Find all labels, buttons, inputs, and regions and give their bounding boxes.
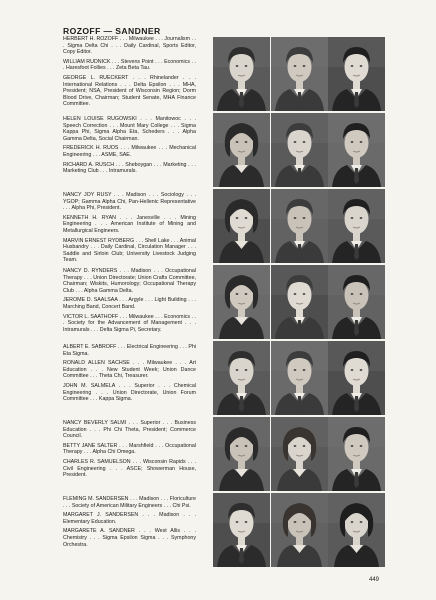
student-portrait-image	[328, 265, 385, 339]
photo-row	[213, 265, 385, 339]
student-entry	[63, 297, 196, 310]
student-entry	[63, 528, 196, 548]
student-portrait-image	[271, 493, 328, 567]
student-portrait-image	[328, 113, 385, 187]
student-portrait-image	[213, 265, 270, 339]
student-portrait-image	[213, 113, 270, 187]
student-portrait-image	[271, 417, 328, 491]
student-name: MARGARETE A. SANDNER	[63, 528, 135, 535]
student-details: . . . Argyle . . . Light Building . . . Marching Band, Concert Band.	[63, 297, 196, 310]
student-portrait-image	[328, 189, 385, 263]
entry-group	[63, 420, 196, 482]
student-entry	[63, 443, 196, 456]
student-entry	[63, 215, 196, 235]
student-name: BETTY JANE SALTER	[63, 442, 118, 449]
student-entry	[63, 75, 196, 108]
student-name: HERBERT H. ROZOFF	[63, 36, 119, 42]
student-portrait-image	[271, 189, 328, 263]
student-details: . . . Madison . . . Sociology . . . YGOP; Gamma Alpha Chi, Pan-Hellenic Representative . . . Alpha Phi, President.	[63, 192, 196, 212]
student-name: MARGARET J. SANDERSEN	[63, 512, 139, 519]
student-portrait-image	[328, 417, 385, 491]
student-details: . . . Marshfield . . . Occupational Therapy . . . Alpha Chi Omega.	[63, 442, 196, 456]
entry-group	[63, 116, 196, 178]
student-entry	[63, 314, 196, 334]
student-name: KENNETH H. RYAN	[63, 214, 116, 221]
student-details: . . . Electrical Engineering . . . Phi Eta Sigma.	[63, 344, 196, 357]
student-details: . . . Wisconsin Rapids . . . Civil Engineering . . . ASCE; Showerman House, President.	[63, 458, 196, 479]
student-entry	[63, 145, 196, 158]
student-name: NANCY BEVERLY SALMI	[63, 420, 127, 426]
student-details: . . . Janesville . . . Mining Engineering . . . American Institute of Mining and Metallurgical Engineers.	[63, 214, 196, 234]
student-details: . . . Milwaukee . . . Mechanical Engineering . . . ASME, SAE.	[63, 145, 196, 158]
photo-row	[213, 113, 385, 187]
page-number: 449	[369, 577, 380, 583]
student-portrait-image	[328, 37, 385, 111]
student-details: . . . West Allis . . . Chemistry . . . Sigma Epsilon Sigma . . . Symphony Orchestra.	[63, 528, 196, 548]
student-entry	[63, 36, 196, 56]
student-details: . . . Stevens Point . . . Economics . . . Haresfoot Follies . . . Zeta Beta Tau.	[63, 58, 196, 72]
photo-row	[213, 37, 385, 111]
student-details: . . . Milwaukee . . . Journalism . . . Sigma Delta Chi . . . Daily Cardinal, Sports Editor, Copy Editor.	[63, 36, 197, 56]
entry-group	[63, 192, 196, 267]
student-entry	[63, 192, 196, 212]
entry-group	[63, 496, 196, 551]
student-entry	[63, 268, 196, 294]
entry-group	[63, 36, 196, 111]
student-details: . . . Milwaukee . . . Art Education . . . New Student Week; Union Dance Committee . . . Theta Chi, Treasurer.	[63, 360, 196, 380]
student-entry	[63, 420, 196, 440]
student-entry	[63, 116, 196, 142]
student-details: . . . Superior . . . Business Education . . . Phi Chi Theta, President; Commerce Council.	[63, 420, 196, 440]
student-details: . . . Superior . . . Chemical Engineering . . . Union Directorate, Union Forum Committee . . . Kappa Sigma.	[63, 382, 196, 403]
student-name: CHARLES R. SAMUELSON	[63, 458, 131, 465]
student-name: FREDERICK H. RUOS	[63, 145, 119, 152]
student-details: . . . Madison . . . Occupational Therapy . . . Union Directorate; Union Crafts Committee, Chairman; Wiskits, Humorology; Occupational Therapy Club . . . Alpha Gamma Delta.	[63, 268, 196, 294]
student-portrait-image	[213, 493, 270, 567]
student-portrait-image	[328, 341, 385, 415]
student-portrait-image	[213, 341, 270, 415]
student-name: RONALD ALLEN SACHSE	[63, 360, 130, 367]
student-name: WILLIAM RUDNICK	[63, 58, 111, 65]
student-portrait-image	[213, 417, 270, 491]
student-entry	[63, 59, 196, 72]
student-portrait-image	[271, 265, 328, 339]
photo-row	[213, 417, 385, 491]
page-header: ROZOFF — SANDNER	[63, 26, 161, 36]
student-name: GEORGE L. RUECKERT	[63, 74, 129, 81]
student-portrait-image	[213, 37, 270, 111]
student-entry	[63, 496, 196, 509]
student-portrait-image	[271, 341, 328, 415]
student-portrait-image	[271, 37, 328, 111]
photo-row	[213, 189, 385, 263]
student-entry	[63, 344, 196, 357]
student-entry	[63, 238, 196, 264]
student-details: . . . Shell Lake . . . Animal Husbandry . . . Daily Cardinal, Circulation Manager . . . Saddle and Sirloin Club; University Livestock Judging Team.	[63, 237, 196, 264]
student-details: . . . Madison . . . Floriculture . . . Society of American Military Engineers . . . Chi Psi.	[63, 496, 196, 509]
student-name: NANCY D. RYNDERS	[63, 268, 118, 274]
student-entry	[63, 360, 196, 380]
student-portrait-image	[271, 113, 328, 187]
student-entry	[63, 459, 196, 479]
student-portrait-image	[328, 493, 385, 567]
student-name: FLEMING M. SANDERSEN	[63, 496, 129, 502]
student-portrait-image	[213, 189, 270, 263]
student-details: . . . Milwaukee . . . Economics . . . Society for the Advancement of Management . . . Intramurals . . . Delta Sigma Pi, Secretary.	[63, 313, 196, 333]
student-entry	[63, 383, 196, 403]
photo-row	[213, 493, 385, 567]
student-name: RICHARD A. RUSCH	[63, 161, 115, 168]
student-details: . . . Manitowoc . . . Speech Correction . . . Mount Mary College . . . Sigma Kappa Phi, Sigma Alpha Eta, Scheders . . . Alpha Gamma Delta, Social Chairman.	[63, 116, 196, 142]
student-name: ALBERT E. SABROFF	[63, 344, 117, 350]
student-entry	[63, 162, 196, 175]
photo-row	[213, 341, 385, 415]
student-name: JEROME D. SAALSAA	[63, 297, 118, 304]
student-name: HELEN LOUISE RUGOWSKI	[63, 116, 137, 122]
entry-group	[63, 344, 196, 406]
student-name: MARVIN ERNEST RYDBERG	[63, 237, 135, 244]
student-name: NANCY JOY RUSY	[63, 192, 112, 198]
student-details: . . . Madison . . . Elementary Education.	[63, 512, 196, 525]
student-details: . . . Rhinelander . . . International Relations . . . Delta Epsilon . . . MHA, President; NSA, President of Wisconsin Region; Dorm Blood Drive, Chairman; Student Senate, MHA Finance Committee.	[63, 74, 196, 108]
entry-group	[63, 268, 196, 336]
student-name: VICTOR L. SAATHOFF	[63, 313, 119, 320]
student-details: . . . Sheboygan . . . Marketing . . . Marketing Club . . . Intramurals.	[63, 161, 196, 175]
student-name: JOHN M. SALMELA	[63, 382, 115, 389]
student-entry	[63, 512, 196, 525]
